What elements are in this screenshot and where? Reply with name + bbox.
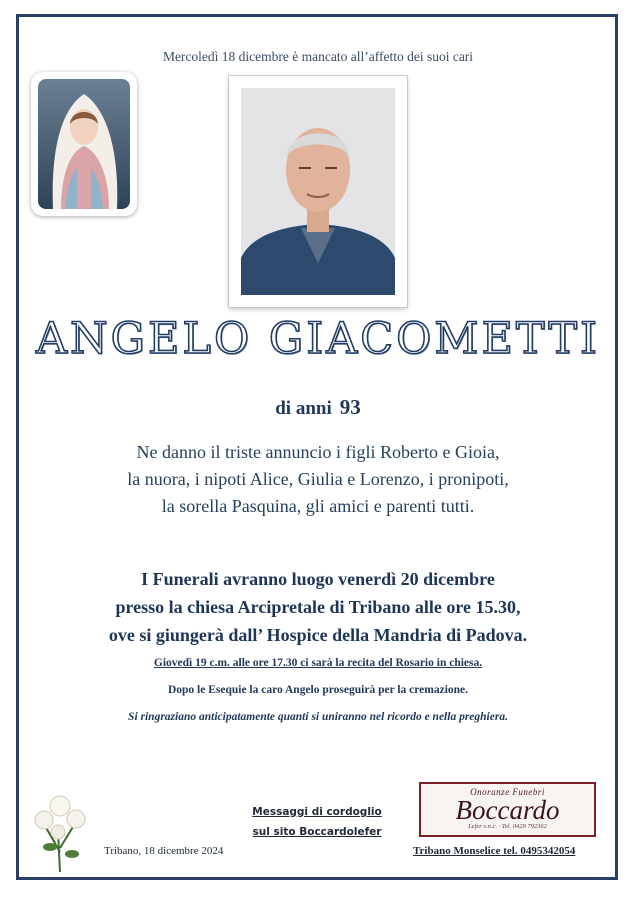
madonna-image [31,72,137,216]
announcement-line: la nuora, i nipoti Alice, Giulia e Lorenzo, i pronipoti, [127,469,509,489]
funeral-home-logo [419,782,596,837]
age-label: di anni [275,398,332,419]
age-value: 93 [339,395,361,419]
announcement-line: la sorella Pasquina, gli amici e parenti tutti. [161,496,475,516]
rosary-note: Giovedì 19 c.m. alle ore 17.30 ci sarà la recita del Rosario in chiesa. [153,657,483,669]
family-announcement [0,439,636,520]
funeral-line: presso la chiesa Arcipretale di Tribano alle ore 15.30, [115,597,521,617]
condolence-messages-link[interactable] [247,802,387,842]
funeral-home-contact[interactable]: Tribano Monselice tel. 0495342054 [413,845,576,857]
portrait-photo [229,76,407,307]
age-line [0,395,636,420]
thanks-note: Si ringraziano anticipatamente quanti si uniranno nel ricordo e nella preghiera. [128,711,508,723]
deceased-name: ANGELO GIACOMETTI [36,314,600,364]
logo-brand: Boccardo [455,795,560,825]
funeral-line: ove si giungerà dall’ Hospice della Mandria di Padova. [108,625,528,645]
messages-line[interactable]: sul sito Boccardolefer [252,826,382,838]
announcement-line: Ne danno il triste annuncio i figli Roberto e Gioia, [136,442,500,462]
death-date-header: Mercoledì 18 dicembre è mancato all’affetto dei suoi cari [162,49,474,64]
funeral-details [0,565,636,649]
place-date: Tribano, 18 dicembre 2024 [104,845,224,857]
messages-line[interactable]: Messaggi di cordoglio [252,806,382,818]
logo-small-text: Lefer s.n.c. · Tel. 0429 792362 [468,823,547,830]
funeral-line: I Funerali avranno luogo venerdì 20 dicembre [141,569,495,589]
white-roses-icon [30,792,92,872]
logo-subtitle: Onoranze Funebri [470,787,545,797]
cremation-note: Dopo le Esequie la caro Angelo proseguirà per la cremazione. [167,684,469,696]
